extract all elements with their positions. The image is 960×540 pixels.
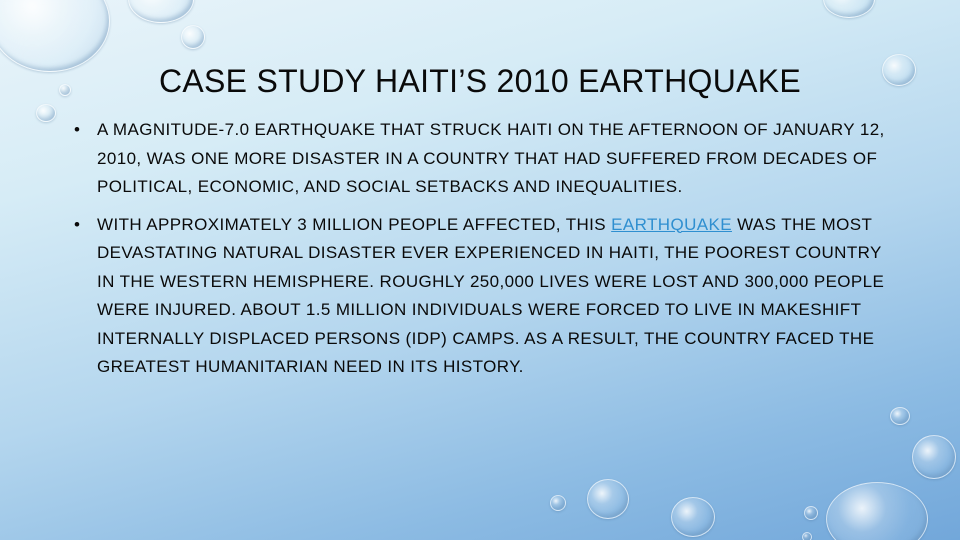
earthquake-link[interactable]: EARTHQUAKE (611, 214, 732, 234)
water-droplet-decoration (550, 495, 566, 511)
water-droplet-decoration (823, 0, 875, 18)
bullet-item (74, 211, 894, 382)
water-droplet-decoration (36, 104, 56, 122)
water-droplet-decoration (826, 482, 928, 540)
water-droplet-decoration (912, 435, 956, 479)
water-droplet-decoration (890, 407, 910, 425)
water-droplet-decoration (0, 0, 110, 72)
water-droplet-decoration (587, 479, 629, 519)
water-droplet-decoration (181, 25, 205, 49)
bullet-list (74, 116, 894, 391)
slide-title: CASE STUDY HAITI’S 2010 EARTHQUAKE (158, 63, 802, 99)
bullet-text: WAS THE MOST DEVASTATING NATURAL DISASTER EVER EXPERIENCED IN HAITI, THE POOREST COUNTRY IN THE WESTERN HEMISPHERE. ROUGHLY 250,000 LIVES WERE LOST AND 300,000 PEOPLE WERE INJURED. ABOUT 1.5 MILLION INDIVIDUALS WERE FORCED TO LIVE IN MAKESHIFT INTERNALLY DISPLACED PERSONS (IDP) CAMPS. AS A RESULT, THE COUNTRY FACED THE GREATEST HUMANITARIAN NEED IN ITS HISTORY. (97, 214, 885, 376)
bullet-text: A MAGNITUDE-7.0 EARTHQUAKE THAT STRUCK HAITI ON THE AFTERNOON OF JANUARY 12, 2010, WAS ONE MORE DISASTER IN A COUNTRY THAT HAD SUFFERED FROM DECADES OF POLITICAL, ECONOMIC, AND SOCIAL SETBACKS AND INEQUALITIES. (97, 120, 885, 196)
water-droplet-decoration (671, 497, 715, 537)
bullet-item (74, 116, 894, 202)
water-droplet-decoration (804, 506, 818, 520)
bullet-marker: • (74, 214, 81, 234)
bullet-marker: • (74, 120, 81, 139)
bullet-text: WITH APPROXIMATELY 3 MILLION PEOPLE AFFECTED, THIS (97, 214, 612, 234)
water-droplet-decoration (802, 532, 812, 540)
water-droplet-decoration (128, 0, 194, 23)
